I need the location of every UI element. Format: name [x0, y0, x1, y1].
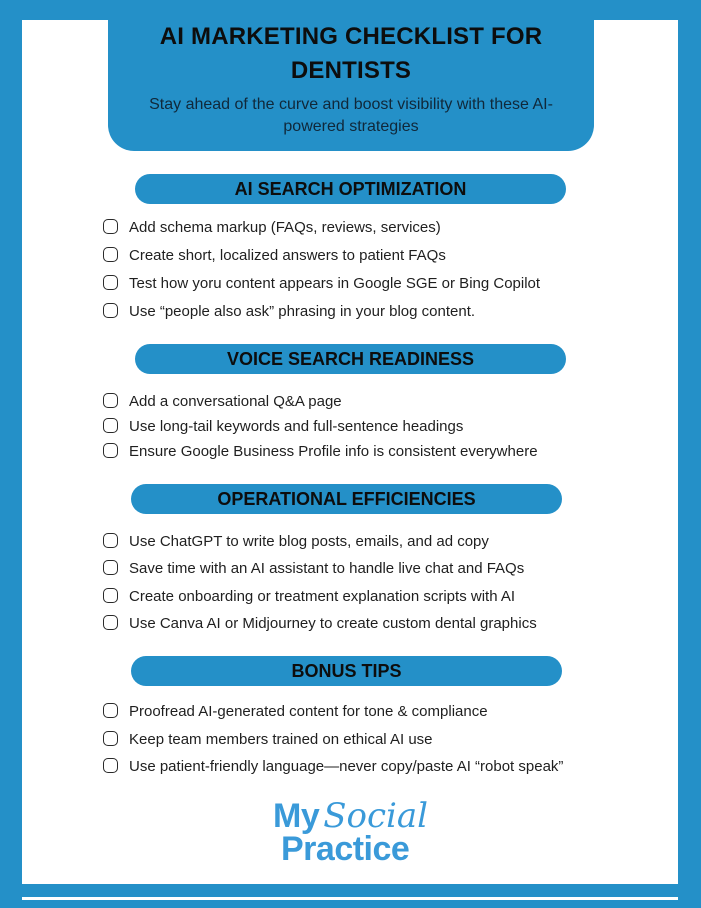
checklist-item[interactable]: [103, 246, 589, 266]
checklist-item-label: Use “people also ask” phrasing in your blog content.: [129, 303, 476, 320]
checkbox[interactable]: [103, 703, 118, 718]
checklist-item[interactable]: [103, 442, 609, 462]
checklist-item[interactable]: [103, 702, 589, 722]
page-title: AI MARKETING CHECKLIST FOR DENTISTS: [159, 23, 543, 84]
checkbox[interactable]: [103, 247, 118, 262]
checklist-item-label: Test how yoru content appears in Google SGE or Bing Copilot: [129, 275, 541, 292]
checklist-item-label: Proofread AI-generated content for tone & compliance: [129, 703, 488, 720]
checklist-item-label: Create onboarding or treatment explanation scripts with AI: [129, 588, 516, 605]
checklist-item[interactable]: [103, 757, 579, 777]
checklist-item[interactable]: [103, 274, 609, 294]
checkbox[interactable]: [103, 443, 118, 458]
checkbox[interactable]: [103, 560, 118, 575]
checklist-item[interactable]: [103, 559, 609, 579]
checklist-item-label: Keep team members trained on ethical AI use: [129, 731, 433, 748]
checklist-item-label: Create short, localized answers to patient FAQs: [129, 247, 446, 264]
my-social-practice-logo: [273, 796, 473, 868]
checklist-item-label: Add schema markup (FAQs, reviews, services): [129, 219, 441, 236]
checklist-item[interactable]: [103, 587, 609, 607]
checklist-item-label: Save time with an AI assistant to handle live chat and FAQs: [129, 560, 525, 577]
checkbox[interactable]: [103, 393, 118, 408]
checkbox[interactable]: [103, 418, 118, 433]
page-subtitle: Stay ahead of the curve and boost visibility with these AI-powered strategies: [149, 96, 553, 135]
logo-practice-text: Practice: [281, 830, 410, 868]
checkbox[interactable]: [103, 275, 118, 290]
checkbox[interactable]: [103, 533, 118, 548]
checklist-item[interactable]: [103, 417, 589, 437]
logo-social-text: Social: [323, 796, 429, 836]
bottom-divider: [22, 897, 678, 900]
checklist-item-label: Ensure Google Business Profile info is consistent everywhere: [129, 443, 538, 460]
checklist-item-label: Use patient-friendly language—never copy/paste AI “robot speak”: [129, 758, 564, 775]
checklist-item-label: Use ChatGPT to write blog posts, emails, and ad copy: [129, 533, 489, 550]
checkbox[interactable]: [103, 731, 118, 746]
checklist-item[interactable]: [103, 392, 589, 412]
section-title-operational-efficiencies: OPERATIONAL EFFICIENCIES: [131, 484, 562, 514]
checklist-item[interactable]: [103, 730, 589, 750]
checklist-item[interactable]: [103, 614, 609, 634]
checklist-item-label: Use long-tail keywords and full-sentence headings: [129, 418, 464, 435]
checklist-item-label: Add a conversational Q&A page: [129, 393, 342, 410]
checklist-item[interactable]: [103, 302, 589, 322]
checklist-item-label: Use Canva AI or Midjourney to create custom dental graphics: [129, 615, 537, 632]
section-title-voice-search-readiness: VOICE SEARCH READINESS: [135, 344, 566, 374]
checklist-item[interactable]: [103, 532, 589, 552]
checkbox[interactable]: [103, 588, 118, 603]
section-title-ai-search-optimization: AI SEARCH OPTIMIZATION: [135, 174, 566, 204]
checkbox[interactable]: [103, 758, 118, 773]
header-banner: [108, 0, 594, 151]
logo-my-text: My: [273, 797, 320, 835]
checkbox[interactable]: [103, 219, 118, 234]
section-title-bonus-tips: BONUS TIPS: [131, 656, 562, 686]
checkbox[interactable]: [103, 615, 118, 630]
checklist-item[interactable]: [103, 218, 589, 238]
checkbox[interactable]: [103, 303, 118, 318]
